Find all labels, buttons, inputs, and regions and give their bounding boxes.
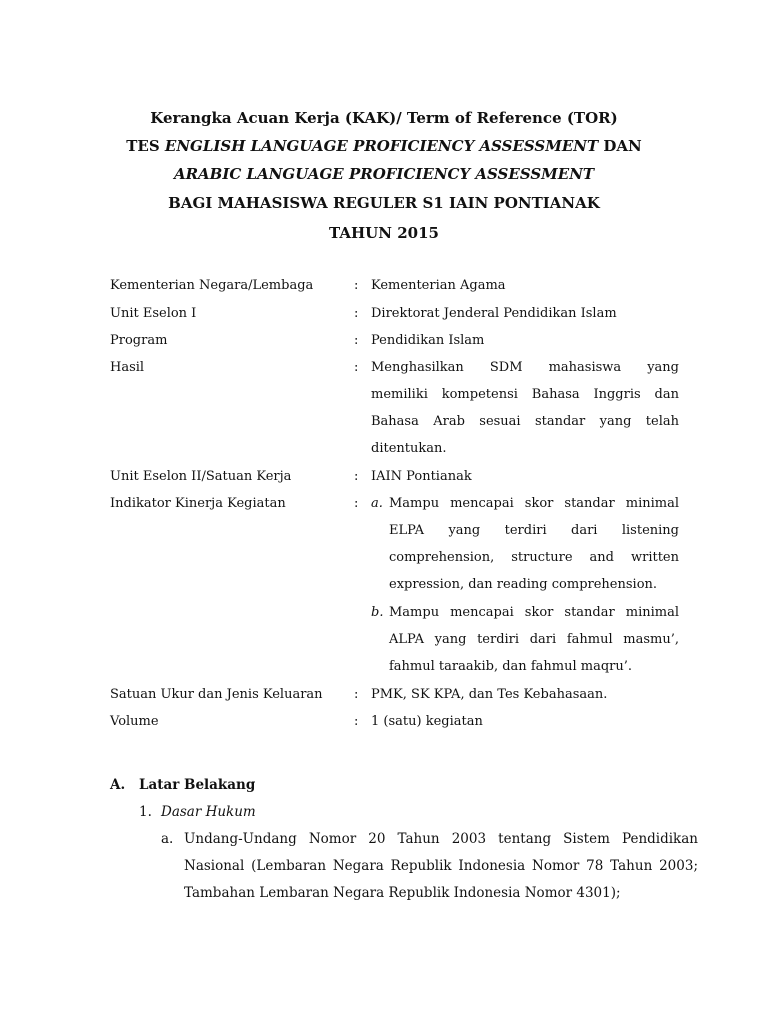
text-line: Nasional (Lembaran Negara Republik Indonesia Nomor 78 Tahun 2003; — [184, 858, 698, 874]
section-marker: A. — [110, 777, 126, 793]
info-label: Unit Eselon I — [110, 306, 197, 321]
info-value: IAIN Pontianak — [371, 469, 472, 484]
info-colon: : — [354, 496, 359, 511]
text-line: Undang-Undang Nomor 20 Tahun 2003 tentang Sistem Pendidikan — [184, 831, 698, 847]
info-colon: : — [354, 306, 359, 321]
text-line: Bahasa Arab sesuai standar yang telah — [371, 414, 679, 429]
info-value: Pendidikan Islam — [371, 333, 485, 348]
doc-title-line-2: TES ENGLISH LANGUAGE PROFICIENCY ASSESSMENT DAN — [126, 137, 642, 155]
text-line: ALPA yang terdiri dari fahmul masmu’, — [389, 632, 679, 647]
text-line: fahmul taraakib, dan fahmul maqru’. — [389, 659, 632, 674]
info-label: Kementerian Negara/Lembaga — [110, 278, 314, 293]
text-line: Tambahan Lembaran Negara Republik Indonesia Nomor 4301); — [184, 885, 621, 901]
text-line: expression, dan reading comprehension. — [389, 577, 658, 592]
text-line: ditentukan. — [371, 441, 447, 456]
section-title: Latar Belakang — [139, 777, 256, 793]
text-line: Mampu mencapai skor standar minimal — [389, 605, 679, 620]
list-item — [389, 599, 679, 680]
info-value: Kementerian Agama — [371, 278, 506, 293]
legal-basis-item — [184, 826, 698, 907]
info-colon: : — [354, 687, 359, 702]
subsection-marker: 1. — [139, 804, 152, 820]
info-colon: : — [354, 714, 359, 729]
info-row-indikator — [110, 490, 710, 598]
info-label: Indikator Kinerja Kegiatan — [110, 496, 286, 511]
info-colon: : — [354, 278, 359, 293]
list-marker-a: a. — [371, 496, 383, 511]
info-value: Direktorat Jenderal Pendidikan Islam — [371, 306, 617, 321]
list-item — [389, 490, 679, 598]
list-marker-a: a. — [161, 831, 174, 847]
info-row-indikator-b — [110, 599, 710, 680]
info-label: Unit Eselon II/Satuan Kerja — [110, 469, 292, 484]
info-label: Satuan Ukur dan Jenis Keluaran — [110, 687, 323, 702]
doc-title-line-3: ARABIC LANGUAGE PROFICIENCY ASSESSMENT — [173, 165, 595, 183]
text-line: comprehension, structure and written — [389, 550, 679, 565]
info-label: Program — [110, 333, 168, 348]
subsection-title: Dasar Hukum — [161, 804, 256, 820]
info-colon: : — [354, 469, 359, 484]
info-label: Hasil — [110, 360, 145, 375]
text-line: Mampu mencapai skor standar minimal — [389, 496, 679, 511]
info-value — [371, 354, 679, 462]
info-row-hasil — [110, 354, 710, 462]
doc-title-year: TAHUN 2015 — [329, 224, 439, 242]
info-value: PMK, SK KPA, dan Tes Kebahasaan. — [371, 687, 608, 702]
text-line: memiliki kompetensi Bahasa Inggris dan — [371, 387, 679, 402]
info-value: 1 (satu) kegiatan — [371, 714, 483, 729]
text-line: Menghasilkan SDM mahasiswa yang — [371, 360, 679, 375]
text-line: ELPA yang terdiri dari listening — [389, 523, 679, 538]
info-label: Volume — [110, 714, 159, 729]
doc-title: Kerangka Acuan Kerja (KAK)/ Term of Reference (TOR) — [150, 109, 618, 127]
info-colon: : — [354, 333, 359, 348]
doc-title-line-4: BAGI MAHASISWA REGULER S1 IAIN PONTIANAK — [168, 194, 600, 212]
info-colon: : — [354, 360, 359, 375]
list-marker-b: b. — [371, 605, 384, 620]
